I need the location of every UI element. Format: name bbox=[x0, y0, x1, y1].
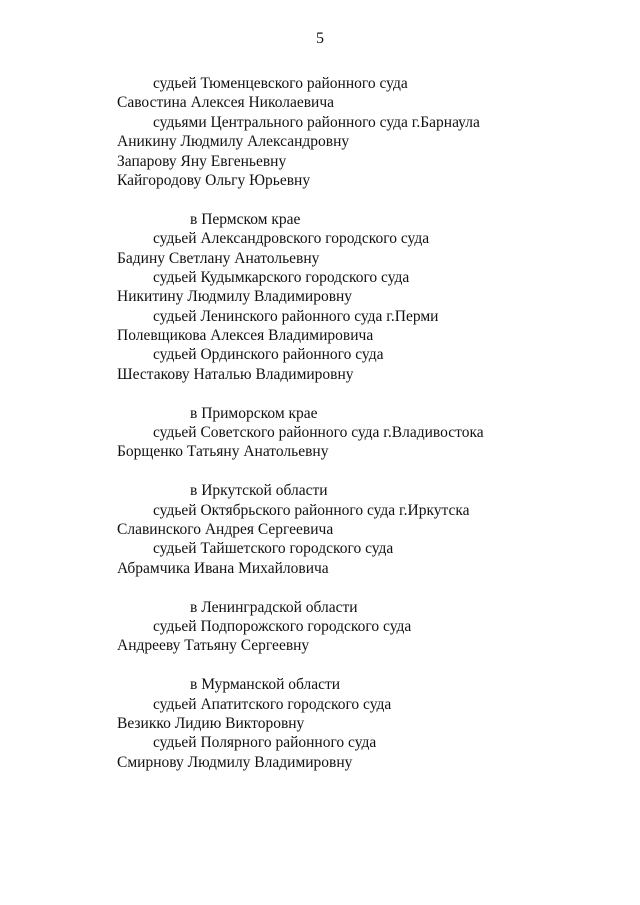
court-line: судьей Ординского районного суда bbox=[153, 346, 384, 364]
person-name-line: Абрамчика Ивана Михайловича bbox=[117, 559, 329, 577]
court-line: судьей Апатитского городского суда bbox=[153, 695, 392, 713]
person-name-line: Запарову Яну Евгеньевну bbox=[117, 152, 287, 170]
person-name-line: Савостина Алексея Николаевича bbox=[117, 94, 335, 112]
person-name-line: Бадину Светлану Анатольевну bbox=[117, 249, 320, 267]
court-line: судьей Александровского городского суда bbox=[153, 230, 430, 248]
region-heading: в Мурманской области bbox=[190, 676, 341, 694]
court-line: судьей Полярного районного суда bbox=[153, 734, 377, 752]
person-name-line: Везикко Лидию Викторовну bbox=[117, 714, 305, 732]
paragraph-gap bbox=[0, 384, 640, 403]
court-line: судьей Тайшетского городского суда bbox=[153, 540, 394, 558]
region-heading: в Пермском крае bbox=[190, 210, 301, 228]
court-line: судьей Октябрьского районного суда г.Иркутска bbox=[153, 501, 470, 519]
person-name-line: Кайгородову Ольгу Юрьевну bbox=[117, 171, 311, 189]
person-name-line: Аникину Людмилу Александровну bbox=[117, 133, 350, 151]
person-name-line: Славинского Андрея Сергеевича bbox=[117, 520, 334, 538]
person-name-line: Полевщикова Алексея Владимировича bbox=[117, 327, 374, 345]
region-heading: в Приморском крае bbox=[190, 404, 318, 422]
region-heading: в Иркутской области bbox=[190, 482, 328, 500]
court-line: судьей Кудымкарского городского суда bbox=[153, 268, 410, 286]
court-line: судьей Подпорожского городского суда bbox=[153, 617, 412, 635]
paragraph-gap bbox=[0, 190, 640, 209]
page-number: 5 bbox=[316, 30, 324, 47]
paragraph-gap bbox=[0, 578, 640, 597]
court-line: судьей Ленинского районного суда г.Перми bbox=[153, 307, 439, 325]
person-name-line: Шестакову Наталью Владимировну bbox=[117, 365, 354, 383]
person-name-line: Смирнову Людмилу Владимировну bbox=[117, 753, 353, 771]
region-heading: в Ленинградской области bbox=[190, 598, 358, 616]
person-name-line: Борщенко Татьяну Анатольевну bbox=[117, 443, 329, 461]
court-line: судьей Советского районного суда г.Владивостока bbox=[153, 424, 484, 442]
document-body bbox=[0, 74, 640, 772]
person-name-line: Андрееву Татьяну Сергеевну bbox=[117, 637, 310, 655]
paragraph-gap bbox=[0, 656, 640, 675]
court-line: судьями Центрального районного суда г.Барнаула bbox=[153, 113, 480, 131]
paragraph-gap bbox=[0, 462, 640, 481]
person-name-line: Никитину Людмилу Владимировну bbox=[117, 288, 353, 306]
court-line: судьей Тюменцевского районного суда bbox=[153, 75, 408, 92]
